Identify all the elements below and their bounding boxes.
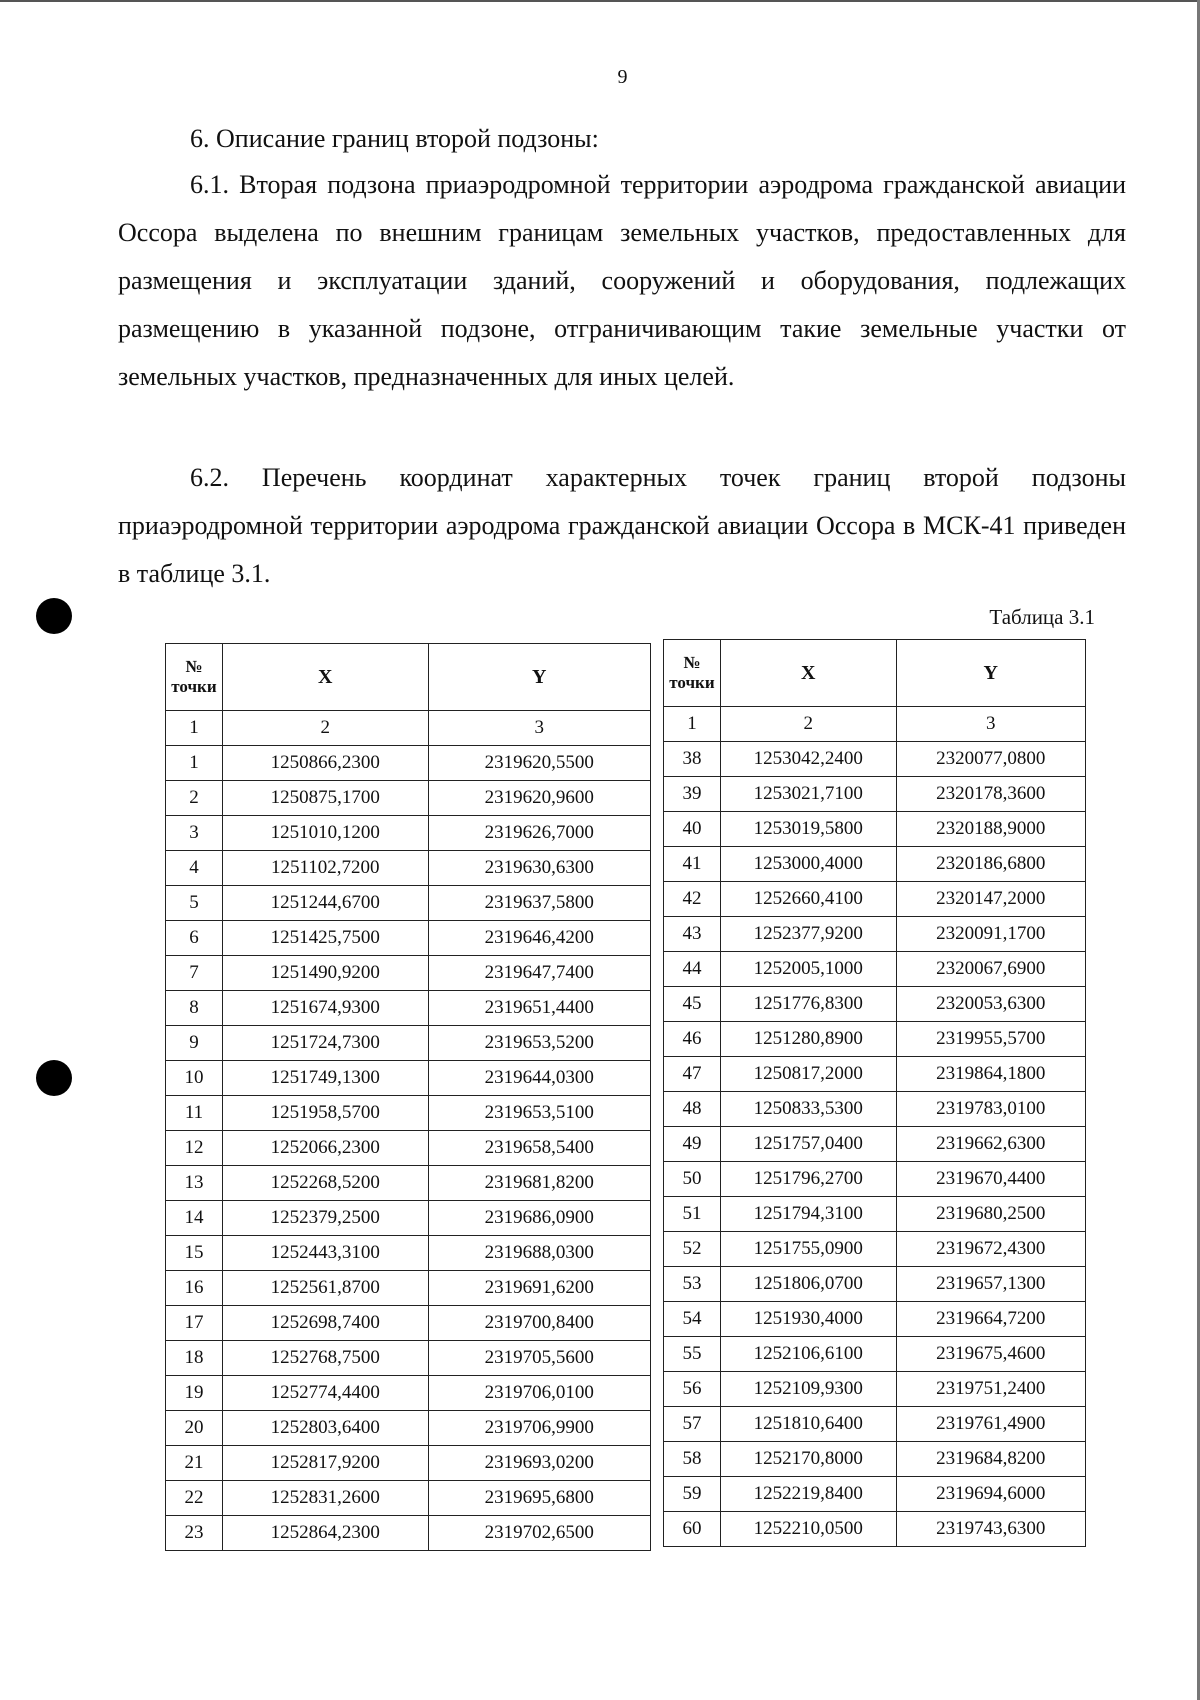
- column-number: 3: [896, 707, 1086, 742]
- point-number-cell: 19: [166, 1376, 223, 1411]
- x-coordinate-cell: 1251749,1300: [222, 1061, 428, 1096]
- point-number-cell: 46: [664, 1022, 721, 1057]
- x-coordinate-cell: 1252005,1000: [720, 952, 896, 987]
- x-coordinate-cell: 1251674,9300: [222, 991, 428, 1026]
- point-number-cell: 15: [166, 1236, 223, 1271]
- header-y: Y: [428, 644, 651, 711]
- point-number-cell: 6: [166, 921, 223, 956]
- table-row: [166, 1096, 651, 1131]
- column-number-row: [166, 711, 651, 746]
- point-number-cell: 45: [664, 987, 721, 1022]
- y-coordinate-cell: 2319706,9900: [428, 1411, 651, 1446]
- table-row: [664, 1372, 1086, 1407]
- x-coordinate-cell: 1252443,3100: [222, 1236, 428, 1271]
- table-row: [664, 1232, 1086, 1267]
- x-coordinate-cell: 1253000,4000: [720, 847, 896, 882]
- table-row: [166, 1026, 651, 1061]
- y-coordinate-cell: 2320147,2000: [896, 882, 1086, 917]
- x-coordinate-cell: 1251244,6700: [222, 886, 428, 921]
- table-header-row: [664, 640, 1086, 707]
- x-coordinate-cell: 1253042,2400: [720, 742, 896, 777]
- y-coordinate-cell: 2320077,0800: [896, 742, 1086, 777]
- x-coordinate-cell: 1252379,2500: [222, 1201, 428, 1236]
- point-number-cell: 44: [664, 952, 721, 987]
- y-coordinate-cell: 2319694,6000: [896, 1477, 1086, 1512]
- x-coordinate-cell: 1252698,7400: [222, 1306, 428, 1341]
- x-coordinate-cell: 1252660,4100: [720, 882, 896, 917]
- y-coordinate-cell: 2319680,2500: [896, 1197, 1086, 1232]
- point-number-cell: 38: [664, 742, 721, 777]
- point-number-cell: 54: [664, 1302, 721, 1337]
- page-number: 9: [617, 66, 628, 88]
- x-coordinate-cell: 1251010,1200: [222, 816, 428, 851]
- section-heading: 6. Описание границ второй подзоны:: [190, 124, 599, 153]
- point-number-cell: 9: [166, 1026, 223, 1061]
- y-coordinate-cell: 2320178,3600: [896, 777, 1086, 812]
- column-number: 3: [428, 711, 651, 746]
- point-number-cell: 42: [664, 882, 721, 917]
- x-coordinate-cell: 1251810,6400: [720, 1407, 896, 1442]
- point-number-cell: 47: [664, 1057, 721, 1092]
- x-coordinate-cell: 1251796,2700: [720, 1162, 896, 1197]
- point-number-cell: 1: [166, 746, 223, 781]
- x-coordinate-cell: 1252817,9200: [222, 1446, 428, 1481]
- x-coordinate-cell: 1250875,1700: [222, 781, 428, 816]
- y-coordinate-cell: 2319630,6300: [428, 851, 651, 886]
- x-coordinate-cell: 1252803,6400: [222, 1411, 428, 1446]
- table-row: [664, 1022, 1086, 1057]
- x-coordinate-cell: 1252768,7500: [222, 1341, 428, 1376]
- column-number: 2: [222, 711, 428, 746]
- table-body-right: [664, 742, 1086, 1547]
- table-row: [166, 851, 651, 886]
- point-number-cell: 16: [166, 1271, 223, 1306]
- x-coordinate-cell: 1252109,9300: [720, 1372, 896, 1407]
- x-coordinate-cell: 1251724,7300: [222, 1026, 428, 1061]
- table-row: [664, 1302, 1086, 1337]
- y-coordinate-cell: 2319693,0200: [428, 1446, 651, 1481]
- point-number-cell: 13: [166, 1166, 223, 1201]
- x-coordinate-cell: 1251280,8900: [720, 1022, 896, 1057]
- header-no-word: точки: [669, 673, 715, 692]
- header-point-number: [664, 640, 721, 707]
- x-coordinate-cell: 1252106,6100: [720, 1337, 896, 1372]
- paragraph-6-2: 6.2. Перечень координат характерных точек границ второй подзоны приаэродромной территории аэродрома гражданской авиации Оссора в МСК-41 приведен в таблице 3.1.: [118, 463, 1126, 588]
- table-row: [166, 1061, 651, 1096]
- punch-hole-icon: [36, 1060, 72, 1096]
- point-number-cell: 7: [166, 956, 223, 991]
- y-coordinate-cell: 2319702,6500: [428, 1516, 651, 1551]
- point-number-cell: 51: [664, 1197, 721, 1232]
- y-coordinate-cell: 2319681,8200: [428, 1166, 651, 1201]
- x-coordinate-cell: 1252066,2300: [222, 1131, 428, 1166]
- header-no-sign: №: [683, 653, 701, 672]
- table-row: [664, 1407, 1086, 1442]
- table-header-row: [166, 644, 651, 711]
- x-coordinate-cell: 1253019,5800: [720, 812, 896, 847]
- table-row: [664, 1092, 1086, 1127]
- x-coordinate-cell: 1252774,4400: [222, 1376, 428, 1411]
- point-number-cell: 59: [664, 1477, 721, 1512]
- x-coordinate-cell: 1252864,2300: [222, 1516, 428, 1551]
- point-number-cell: 11: [166, 1096, 223, 1131]
- y-coordinate-cell: 2319743,6300: [896, 1512, 1086, 1547]
- x-coordinate-cell: 1251794,3100: [720, 1197, 896, 1232]
- table-row: [664, 1442, 1086, 1477]
- y-coordinate-cell: 2319751,2400: [896, 1372, 1086, 1407]
- point-number-cell: 4: [166, 851, 223, 886]
- point-number-cell: 14: [166, 1201, 223, 1236]
- y-coordinate-cell: 2319706,0100: [428, 1376, 651, 1411]
- column-number-row: [664, 707, 1086, 742]
- y-coordinate-cell: 2319686,0900: [428, 1201, 651, 1236]
- table-row: [664, 1337, 1086, 1372]
- table-row: [166, 921, 651, 956]
- x-coordinate-cell: 1251757,0400: [720, 1127, 896, 1162]
- x-coordinate-cell: 1253021,7100: [720, 777, 896, 812]
- x-coordinate-cell: 1251776,8300: [720, 987, 896, 1022]
- x-coordinate-cell: 1252210,0500: [720, 1512, 896, 1547]
- y-coordinate-cell: 2319955,5700: [896, 1022, 1086, 1057]
- punch-hole-icon: [36, 598, 72, 634]
- y-coordinate-cell: 2319626,7000: [428, 816, 651, 851]
- x-coordinate-cell: 1252268,5200: [222, 1166, 428, 1201]
- table-row: [166, 991, 651, 1026]
- table-row: [166, 1166, 651, 1201]
- y-coordinate-cell: 2319783,0100: [896, 1092, 1086, 1127]
- paragraph-6-2-block: [118, 454, 1126, 598]
- table-row: [664, 847, 1086, 882]
- x-coordinate-cell: 1252831,2600: [222, 1481, 428, 1516]
- point-number-cell: 23: [166, 1516, 223, 1551]
- x-coordinate-cell: 1251490,9200: [222, 956, 428, 991]
- point-number-cell: 60: [664, 1512, 721, 1547]
- y-coordinate-cell: 2319620,9600: [428, 781, 651, 816]
- table-row: [166, 1306, 651, 1341]
- point-number-cell: 3: [166, 816, 223, 851]
- paragraph-6-1-block: [118, 161, 1126, 401]
- x-coordinate-cell: 1252219,8400: [720, 1477, 896, 1512]
- point-number-cell: 41: [664, 847, 721, 882]
- table-row: [166, 1446, 651, 1481]
- table-row: [166, 1201, 651, 1236]
- coordinates-table-left: [165, 643, 651, 1551]
- y-coordinate-cell: 2320053,6300: [896, 987, 1086, 1022]
- header-x: X: [222, 644, 428, 711]
- table-row: [664, 952, 1086, 987]
- table-row: [166, 1516, 651, 1551]
- table-row: [166, 956, 651, 991]
- table-row: [166, 1271, 651, 1306]
- x-coordinate-cell: 1252170,8000: [720, 1442, 896, 1477]
- header-x: X: [720, 640, 896, 707]
- y-coordinate-cell: 2319657,1300: [896, 1267, 1086, 1302]
- table-row: [166, 816, 651, 851]
- y-coordinate-cell: 2319651,4400: [428, 991, 651, 1026]
- table-row: [664, 917, 1086, 952]
- y-coordinate-cell: 2319864,1800: [896, 1057, 1086, 1092]
- point-number-cell: 52: [664, 1232, 721, 1267]
- column-number: 2: [720, 707, 896, 742]
- x-coordinate-cell: 1251958,5700: [222, 1096, 428, 1131]
- y-coordinate-cell: 2319705,5600: [428, 1341, 651, 1376]
- table-row: [166, 1376, 651, 1411]
- point-number-cell: 50: [664, 1162, 721, 1197]
- table-caption: Таблица 3.1: [989, 605, 1095, 629]
- table-row: [166, 1131, 651, 1166]
- table-row: [664, 987, 1086, 1022]
- table-row: [664, 777, 1086, 812]
- y-coordinate-cell: 2319688,0300: [428, 1236, 651, 1271]
- y-coordinate-cell: 2319691,6200: [428, 1271, 651, 1306]
- table-row: [664, 1267, 1086, 1302]
- y-coordinate-cell: 2319670,4400: [896, 1162, 1086, 1197]
- point-number-cell: 21: [166, 1446, 223, 1481]
- point-number-cell: 57: [664, 1407, 721, 1442]
- table-body-left: [166, 746, 651, 1551]
- column-number: 1: [166, 711, 223, 746]
- y-coordinate-cell: 2319653,5200: [428, 1026, 651, 1061]
- x-coordinate-cell: 1251102,7200: [222, 851, 428, 886]
- point-number-cell: 17: [166, 1306, 223, 1341]
- x-coordinate-cell: 1251930,4000: [720, 1302, 896, 1337]
- point-number-cell: 48: [664, 1092, 721, 1127]
- point-number-cell: 40: [664, 812, 721, 847]
- table-row: [166, 1341, 651, 1376]
- y-coordinate-cell: 2319675,4600: [896, 1337, 1086, 1372]
- table-row: [664, 1477, 1086, 1512]
- table-row: [664, 1512, 1086, 1547]
- y-coordinate-cell: 2319653,5100: [428, 1096, 651, 1131]
- point-number-cell: 18: [166, 1341, 223, 1376]
- point-number-cell: 10: [166, 1061, 223, 1096]
- y-coordinate-cell: 2319672,4300: [896, 1232, 1086, 1267]
- x-coordinate-cell: 1251806,0700: [720, 1267, 896, 1302]
- point-number-cell: 5: [166, 886, 223, 921]
- table-row: [166, 746, 651, 781]
- point-number-cell: 22: [166, 1481, 223, 1516]
- point-number-cell: 43: [664, 917, 721, 952]
- point-number-cell: 55: [664, 1337, 721, 1372]
- y-coordinate-cell: 2320067,6900: [896, 952, 1086, 987]
- coordinates-table-right: [663, 639, 1086, 1547]
- y-coordinate-cell: 2319658,5400: [428, 1131, 651, 1166]
- column-number: 1: [664, 707, 721, 742]
- scan-edge-top: [0, 0, 1200, 2]
- header-y: Y: [896, 640, 1086, 707]
- point-number-cell: 58: [664, 1442, 721, 1477]
- table-row: [166, 886, 651, 921]
- table-row: [664, 812, 1086, 847]
- y-coordinate-cell: 2319637,5800: [428, 886, 651, 921]
- y-coordinate-cell: 2319662,6300: [896, 1127, 1086, 1162]
- y-coordinate-cell: 2320188,9000: [896, 812, 1086, 847]
- y-coordinate-cell: 2319684,8200: [896, 1442, 1086, 1477]
- paragraph-6-1: 6.1. Вторая подзона приаэродромной территории аэродрома гражданской авиации Оссора выделена по внешним границам земельных участков, предоставленных для размещения и эксплуатации зданий, сооружений и оборудования, подлежащих размещению в указанной подзоне, отграничивающим такие земельные участки от земельных участков, предназначенных для иных целей.: [118, 170, 1126, 391]
- y-coordinate-cell: 2319664,7200: [896, 1302, 1086, 1337]
- table-row: [166, 1411, 651, 1446]
- table-row: [166, 781, 651, 816]
- x-coordinate-cell: 1250866,2300: [222, 746, 428, 781]
- point-number-cell: 56: [664, 1372, 721, 1407]
- table-row: [664, 1197, 1086, 1232]
- point-number-cell: 12: [166, 1131, 223, 1166]
- point-number-cell: 49: [664, 1127, 721, 1162]
- x-coordinate-cell: 1250817,2000: [720, 1057, 896, 1092]
- point-number-cell: 20: [166, 1411, 223, 1446]
- table-row: [664, 1162, 1086, 1197]
- y-coordinate-cell: 2319644,0300: [428, 1061, 651, 1096]
- y-coordinate-cell: 2319646,4200: [428, 921, 651, 956]
- point-number-cell: 53: [664, 1267, 721, 1302]
- table-row: [166, 1236, 651, 1271]
- x-coordinate-cell: 1252561,8700: [222, 1271, 428, 1306]
- y-coordinate-cell: 2319620,5500: [428, 746, 651, 781]
- point-number-cell: 39: [664, 777, 721, 812]
- table-row: [664, 882, 1086, 917]
- y-coordinate-cell: 2319647,7400: [428, 956, 651, 991]
- y-coordinate-cell: 2320091,1700: [896, 917, 1086, 952]
- point-number-cell: 8: [166, 991, 223, 1026]
- table-row: [664, 742, 1086, 777]
- table-row: [664, 1127, 1086, 1162]
- y-coordinate-cell: 2319695,6800: [428, 1481, 651, 1516]
- header-no-sign: №: [185, 657, 203, 676]
- x-coordinate-cell: 1252377,9200: [720, 917, 896, 952]
- x-coordinate-cell: 1251755,0900: [720, 1232, 896, 1267]
- header-point-number: [166, 644, 223, 711]
- point-number-cell: 2: [166, 781, 223, 816]
- table-row: [166, 1481, 651, 1516]
- x-coordinate-cell: 1251425,7500: [222, 921, 428, 956]
- x-coordinate-cell: 1250833,5300: [720, 1092, 896, 1127]
- y-coordinate-cell: 2319700,8400: [428, 1306, 651, 1341]
- header-no-word: точки: [171, 677, 217, 696]
- table-row: [664, 1057, 1086, 1092]
- y-coordinate-cell: 2320186,6800: [896, 847, 1086, 882]
- y-coordinate-cell: 2319761,4900: [896, 1407, 1086, 1442]
